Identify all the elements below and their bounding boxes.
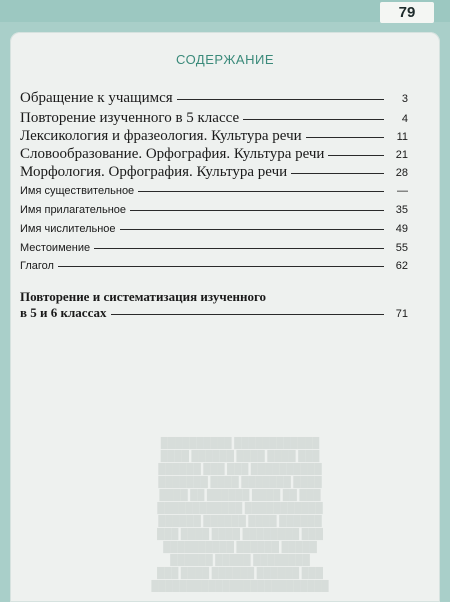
toc-entry-page: 11 — [396, 131, 408, 143]
toc-entry-page: 35 — [395, 204, 408, 216]
toc-entry-text: в 5 и 6 классах — [20, 305, 107, 320]
toc-entry-page: 55 — [395, 242, 408, 254]
toc-entry-text: Повторение изученного в 5 классе — [20, 110, 240, 126]
toc-entry-page: — — [397, 185, 408, 197]
toc-leader-line — [58, 265, 384, 267]
toc-entry — [20, 185, 408, 197]
toc-entry — [20, 128, 408, 145]
toc-entry-page: 49 — [395, 223, 408, 235]
toc-entry-text: Словообразование. Орфография. Культура речи — [20, 146, 325, 162]
toc-leader-line — [328, 154, 384, 156]
toc-entry-text: Морфология. Орфография. Культура речи — [20, 164, 288, 180]
page-title: СОДЕРЖАНИЕ — [175, 52, 274, 67]
toc-leader-line — [306, 136, 384, 138]
toc-entry — [20, 90, 408, 107]
toc-entry-text: Повторение и систематизация изученного — [20, 289, 267, 304]
toc-leader-line — [94, 247, 384, 249]
toc-entry-text: Имя прилагательное — [20, 204, 127, 216]
toc-entry — [20, 223, 408, 235]
toc-entry-page: 3 — [401, 93, 408, 105]
toc-leader-line — [120, 228, 384, 230]
toc-entry-text: Обращение к учащимся — [20, 90, 173, 106]
toc-entry — [20, 305, 408, 321]
toc-leader-line — [111, 313, 385, 315]
toc-entry-page: 4 — [401, 113, 408, 125]
toc-entry — [20, 110, 408, 127]
toc-entry-page: 21 — [395, 149, 408, 161]
toc-entry-page: 71 — [395, 308, 408, 320]
toc-entry — [20, 204, 408, 216]
toc-entry-text: Местоимение — [20, 242, 91, 254]
toc-leader-line — [130, 209, 384, 211]
toc-entry — [20, 242, 408, 254]
toc-entry-page: 62 — [395, 260, 408, 272]
toc-leader-line — [138, 190, 384, 192]
toc-leader-line — [291, 172, 384, 174]
toc-leader-line — [177, 98, 384, 100]
page-number: 79 — [380, 2, 434, 23]
toc-entry — [20, 164, 408, 181]
toc-entry-text: Имя числительное — [20, 223, 116, 235]
toc-entry — [20, 146, 408, 163]
toc-entry-page: 28 — [395, 167, 408, 179]
toc-entry-text: Лексикология и фразеология. Культура речи — [20, 128, 302, 144]
toc-entry-text: Имя существительное — [20, 185, 135, 197]
toc-entry-text: Глагол — [20, 260, 54, 272]
toc-entry — [20, 260, 408, 272]
bleed-through-text: █████████████████████████ ███ ██████ ██████ ████ ███ ████████ █████ ██████ █████ ██████ ██████████ ███ ████████ ████ ████ ███ ██████ ████ ██████ ██████ ███████████ ████████████ ███ ██ ████ ██████ ██ ████ ████ ███████ ████ ███████ ██████████ ███ ███ ██████ ███ ████ ████ ██████ ████ ████████████ ██████████ — [151, 437, 329, 591]
toc-leader-line — [243, 118, 384, 120]
